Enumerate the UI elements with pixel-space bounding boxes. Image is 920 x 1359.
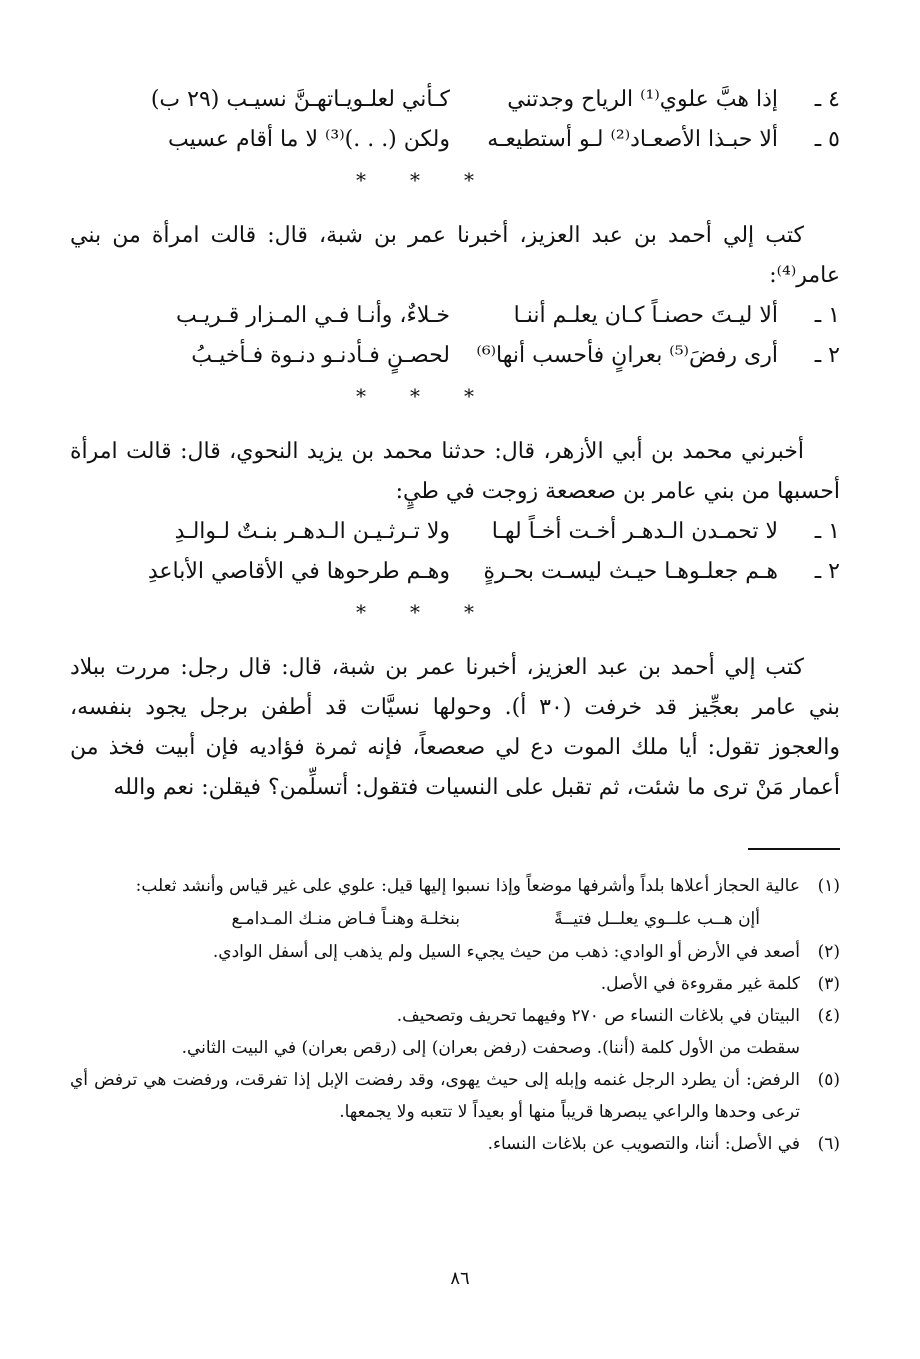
verse-first-hemistich: لا تحمـدن الـدهـر أخـت أخـاً لهـا [491, 519, 778, 544]
footnote-rule [748, 848, 840, 850]
narration-paragraph: كتب إلي أحمد بن عبد العزيز، أخبرنا عمر بن شبة، قال: قالت امرأة من بني عامر⁽⁴⁾: [70, 223, 840, 288]
separator-star: * [410, 384, 420, 408]
separator-star: * [464, 600, 474, 624]
verse-number: ٤ ـ [814, 87, 840, 112]
footnote [70, 968, 840, 1000]
verse-first-hemistich: ألا ليـتَ حصنـاً كـان يعلـم أننـا [513, 303, 778, 328]
verse-second-hemistich: وهـم طرحوها في الأقاصي الأباعدِ [147, 559, 450, 584]
footnote-verse-first-hemistich: أإن هــب علــوي يعلــل فتيــةً [554, 909, 760, 929]
verse-number: ٢ ـ [814, 559, 840, 584]
verse-number: ٥ ـ [814, 127, 840, 152]
verse-line [70, 336, 840, 376]
footnote [70, 1128, 840, 1160]
verse-second-hemistich: لحصـنٍ فـأدنـو دنـوة فـأخيـبُ [191, 343, 450, 368]
footnote-continuation: سقطت من الأول كلمة (أننا). وصحفت (رفض بعران) إلى (رقص بعران) في البيت الثاني. [181, 1038, 800, 1058]
footnotes [70, 870, 840, 1160]
footnote [70, 870, 840, 902]
footnote-text: أصعد في الأرض أو الوادي: ذهب من حيث يجيء السيل ولم يذهب إلى أسفل الوادي. [212, 942, 800, 962]
verse-line [70, 512, 840, 552]
poem-block-2 [70, 216, 840, 376]
footnote-verse [70, 902, 840, 936]
section-separator [70, 594, 840, 630]
footnote [70, 936, 840, 968]
narration-paragraph: كتب إلي أحمد بن عبد العزيز، أخبرنا عمر بن شبة، قال: قال رجل: مررت ببلاد بني عامر بعجِّيز قد خرفت (٣٠ أ). وحولها نسيَّات قد أطفن برجل يجود بنفسه، والعجوز تقول: أيا ملك الموت دع لي صعصعاً، فإنه ثمرة فؤاديه فإن أبيت فخذ من أعمار مَنْ ترى ما شئت، ثم تقبل على النسيات فتقول: أتسلِّمن؟ فيقلن: نعم والله [70, 655, 840, 800]
footnote [70, 1064, 840, 1128]
separator-star: * [410, 600, 420, 624]
separator-star: * [356, 600, 366, 624]
footnote-number: (٣) [817, 974, 840, 994]
verse-second-hemistich: كـأني لعلـويـاتهـنَّ نسيـب (٢٩ ب) [150, 87, 450, 112]
verse-first-hemistich: ألا حبـذا الأصعـاد⁽²⁾ لـو أستطيعـه [487, 127, 778, 152]
verse-number: ١ ـ [814, 519, 840, 544]
verse-second-hemistich: ولكن (. . .)⁽³⁾ لا ما أقام عسيب [168, 127, 450, 152]
separator-star: * [410, 168, 420, 192]
verse-line [70, 120, 840, 160]
section-separator [70, 162, 840, 198]
footnote-text: كلمة غير مقروءة في الأصل. [600, 974, 800, 994]
verse-line [70, 552, 840, 592]
footnote-number: (٢) [817, 942, 840, 962]
narration-paragraph: أخبرني محمد بن أبي الأزهر، قال: حدثنا محمد بن يزيد النحوي، قال: قالت امرأة أحسبها من بني عامر بن صعصعة زوجت في طيٍ: [70, 439, 840, 504]
separator-star: * [356, 384, 366, 408]
footnote-verse-second-hemistich: بنخلـة وهنـاً فـاض منـك المـدامـع [231, 909, 460, 929]
verse-first-hemistich: هـم جعلـوهـا حيـث ليسـت بحـرةٍ [483, 559, 778, 584]
footnote-number: (٥) [817, 1070, 840, 1090]
verse-line [70, 296, 840, 336]
poem-block-1 [70, 80, 840, 160]
separator-star: * [356, 168, 366, 192]
book-page [70, 80, 840, 1154]
footnote-text: في الأصل: أننا، والتصويب عن بلاغات النساء. [487, 1134, 800, 1154]
verse-first-hemistich: أرى رفضَ⁽⁵⁾ بعرانٍ فأحسب أنها⁽⁶⁾ [476, 343, 778, 368]
verse-line [70, 80, 840, 120]
footnote [70, 1000, 840, 1032]
footnote-number: (١) [817, 876, 840, 896]
footnote-text: البيتان في بلاغات النساء ص ٢٧٠ وفيهما تحريف وتصحيف. [396, 1006, 800, 1026]
separator-star: * [464, 168, 474, 192]
footnote-number: (٦) [817, 1134, 840, 1154]
verse-number: ٢ ـ [814, 343, 840, 368]
verse-first-hemistich: إذا هبَّ علوي⁽¹⁾ الرياح وجدتني [507, 87, 778, 112]
footnote-number: (٤) [817, 1006, 840, 1026]
verse-number: ١ ـ [814, 303, 840, 328]
section-separator [70, 378, 840, 414]
footnote-text: الرفض: أن يطرد الرجل غنمه وإبله إلى حيث يهوى، وقد رفضت الإبل إذا تفرقت، ورفضت هي ترفض أي ترعى وحدها والراعي يبصرها قريباً منها أو بعيداً لا تتعبه ولا يجمعها. [70, 1070, 800, 1122]
verse-second-hemistich: خـلاءٌ، وأنـا فـي المـزار قـريـب [175, 303, 450, 328]
poem-block-3 [70, 432, 840, 592]
page-number: ٨٦ [450, 1268, 470, 1289]
separator-star: * [464, 384, 474, 408]
footnote-text: عالية الحجاز أعلاها بلداً وأشرفها موضعاً وإذا نسبوا إليها قيل: علوي على غير قياس وأنشد ثعلب: [135, 876, 800, 896]
verse-second-hemistich: ولا تـرثـيـن الـدهـر بنـتٌ لـوالـدِ [174, 519, 450, 544]
